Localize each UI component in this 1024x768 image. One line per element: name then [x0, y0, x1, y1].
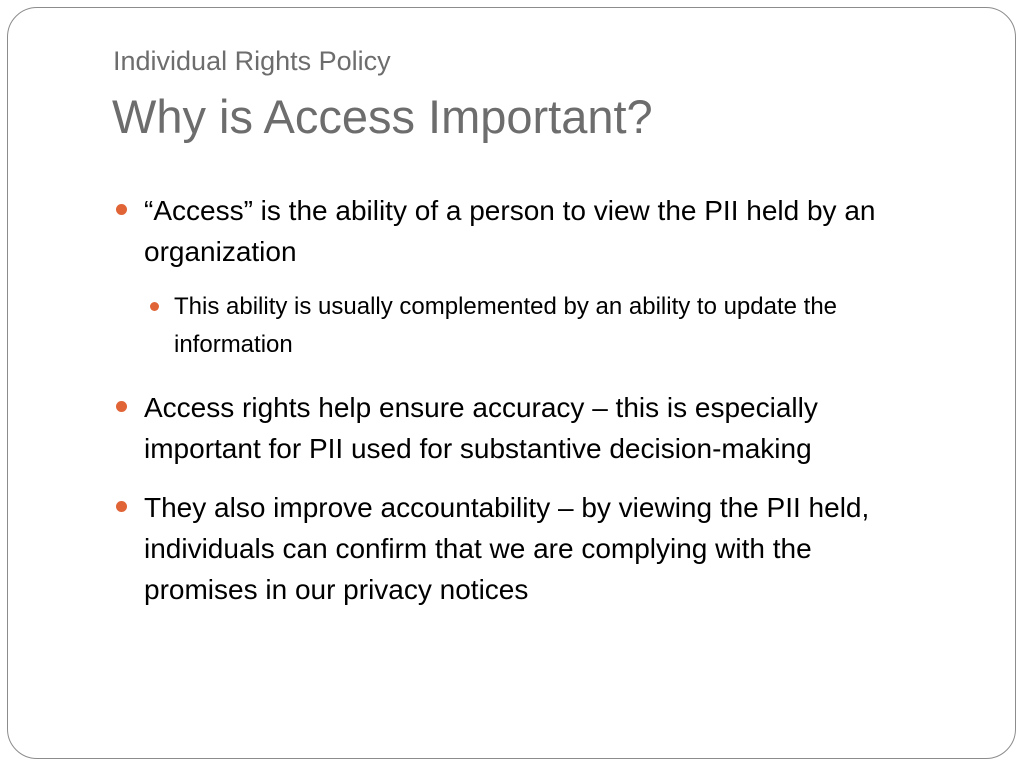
- bullet-text: They also improve accountability – by viewing the PII held, individuals can confirm that we are complying with the promises in our privacy notices: [144, 492, 870, 605]
- bullet-text: “Access” is the ability of a person to view the PII held by an organization: [144, 195, 876, 267]
- slide-title: Why is Access Important?: [112, 90, 653, 143]
- bullet-dot-icon: [116, 204, 127, 215]
- bullet-dot-icon: [150, 302, 159, 311]
- bullet-text: Access rights help ensure accuracy – this is especially important for PII used for substantive decision-making: [144, 392, 818, 464]
- sub-bullet-item: [142, 288, 912, 364]
- slide-subtitle: Individual Rights Policy: [113, 46, 391, 76]
- bullet-item: [112, 387, 912, 469]
- bullet-item: [112, 487, 912, 610]
- bullet-text: This ability is usually complemented by an ability to update the information: [174, 293, 838, 358]
- bullet-dot-icon: [116, 501, 127, 512]
- bullet-list: [112, 190, 912, 628]
- bullet-item: [112, 190, 912, 272]
- bullet-dot-icon: [116, 401, 127, 412]
